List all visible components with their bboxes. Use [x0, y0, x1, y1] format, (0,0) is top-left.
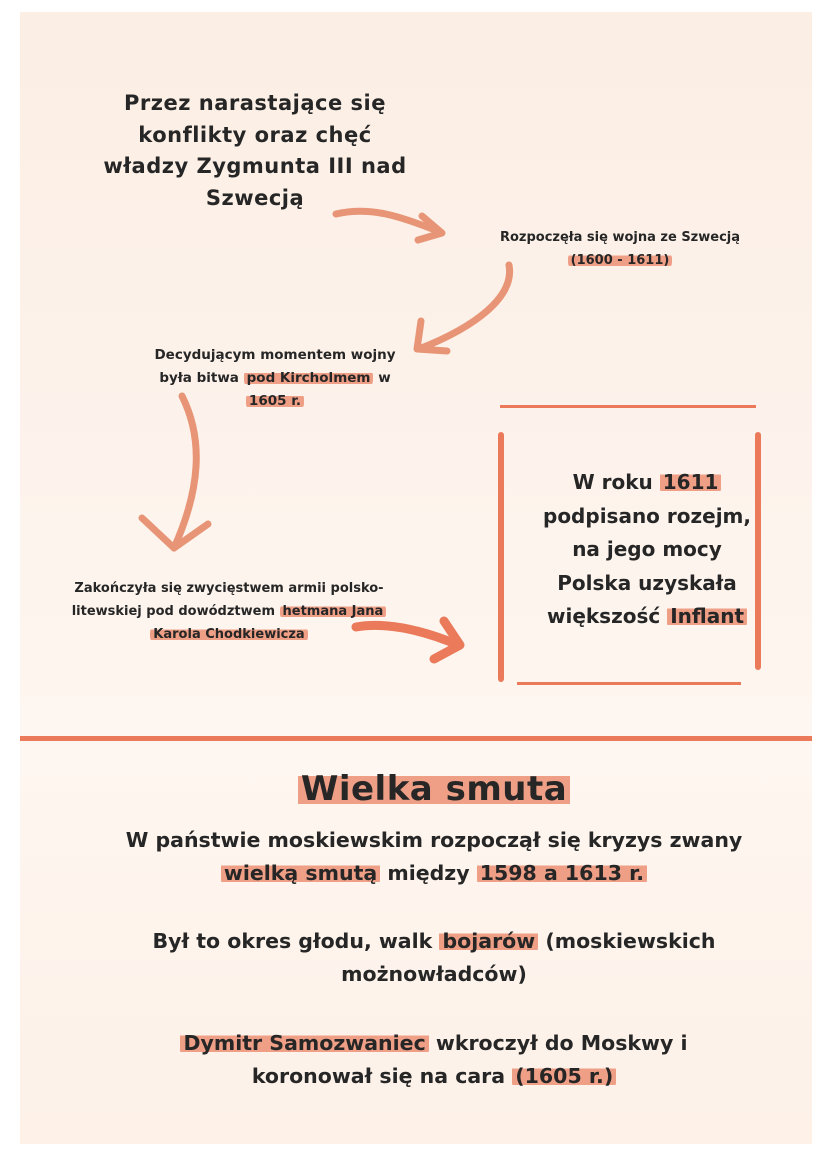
smuta-paragraph-3: [100, 1027, 768, 1093]
coronation-year: (1605 r.): [512, 1064, 616, 1088]
truce-line: podpisano rozejm,: [543, 503, 751, 528]
truce-frame-top: [500, 405, 756, 408]
truce-text-a: W roku: [572, 470, 653, 494]
war-years: (1600 - 1611): [568, 253, 673, 268]
smuta-text: Był to okres głodu, walk: [152, 929, 433, 953]
section-title-text: Wielka smuta: [298, 769, 570, 809]
truce-frame-left: [498, 432, 504, 682]
intro-line: Szwecją: [205, 185, 305, 210]
truce-text-b: większość: [546, 604, 661, 629]
arrow-victory-to-truce-icon: [350, 607, 470, 667]
battle-text-b: w: [378, 369, 391, 386]
boyars-term: bojarów: [439, 929, 538, 953]
smuta-term: wielką smutą: [221, 861, 380, 885]
arrow-intro-to-war-icon: [330, 202, 460, 252]
victory-commander: Karola Chodkiewicza: [150, 627, 307, 642]
smuta-years: 1598 a 1613 r.: [477, 861, 647, 885]
smuta-text: koronował się na cara: [251, 1063, 506, 1088]
victory-line: Zakończyła się zwycięstwem armii polsko-: [74, 581, 384, 596]
smuta-line: możnowładców): [341, 961, 527, 986]
section-divider: [20, 736, 812, 741]
smuta-text: między: [387, 860, 470, 885]
intro-line: konflikty oraz chęć: [138, 122, 372, 147]
dmitry-name: Dymitr Samozwaniec: [180, 1031, 428, 1055]
truce-text: [528, 466, 766, 634]
war-line: Rozpoczęła się wojna ze Szwecją: [499, 230, 741, 245]
arrow-war-to-battle-icon: [405, 257, 525, 357]
truce-line: na jego mocy: [572, 537, 722, 562]
smuta-paragraph-2: [100, 925, 768, 991]
intro-line: władzy Zygmunta III nad: [103, 154, 407, 178]
truce-line: Polska uzyskała: [557, 570, 737, 595]
smuta-paragraph-1: [80, 824, 788, 890]
page-sheet: [20, 12, 812, 1144]
intro-text: [80, 88, 430, 214]
intro-line: Przez narastające się: [124, 91, 386, 115]
battle-text-a: była bitwa: [159, 369, 239, 386]
arrow-battle-to-victory-icon: [130, 390, 220, 560]
section-title: [220, 767, 648, 811]
truce-frame-bottom: [517, 682, 741, 685]
smuta-line: W państwie moskiewskim rozpoczął się kryzys zwany: [125, 828, 743, 852]
truce-region: Inflant: [667, 604, 747, 628]
victory-text-a: litewskiej pod dowództwem: [71, 603, 275, 619]
smuta-text: wkroczył do Moskwy i: [435, 1031, 688, 1055]
battle-year: 1605 r.: [246, 393, 304, 409]
battle-line: Decydującym momentem wojny: [154, 347, 396, 363]
battle-place: pod Kircholmem: [244, 370, 374, 386]
truce-year: 1611: [660, 470, 722, 494]
smuta-text: (moskiewskich: [545, 929, 716, 953]
victory-hetman: hetmana Jana: [280, 604, 387, 619]
